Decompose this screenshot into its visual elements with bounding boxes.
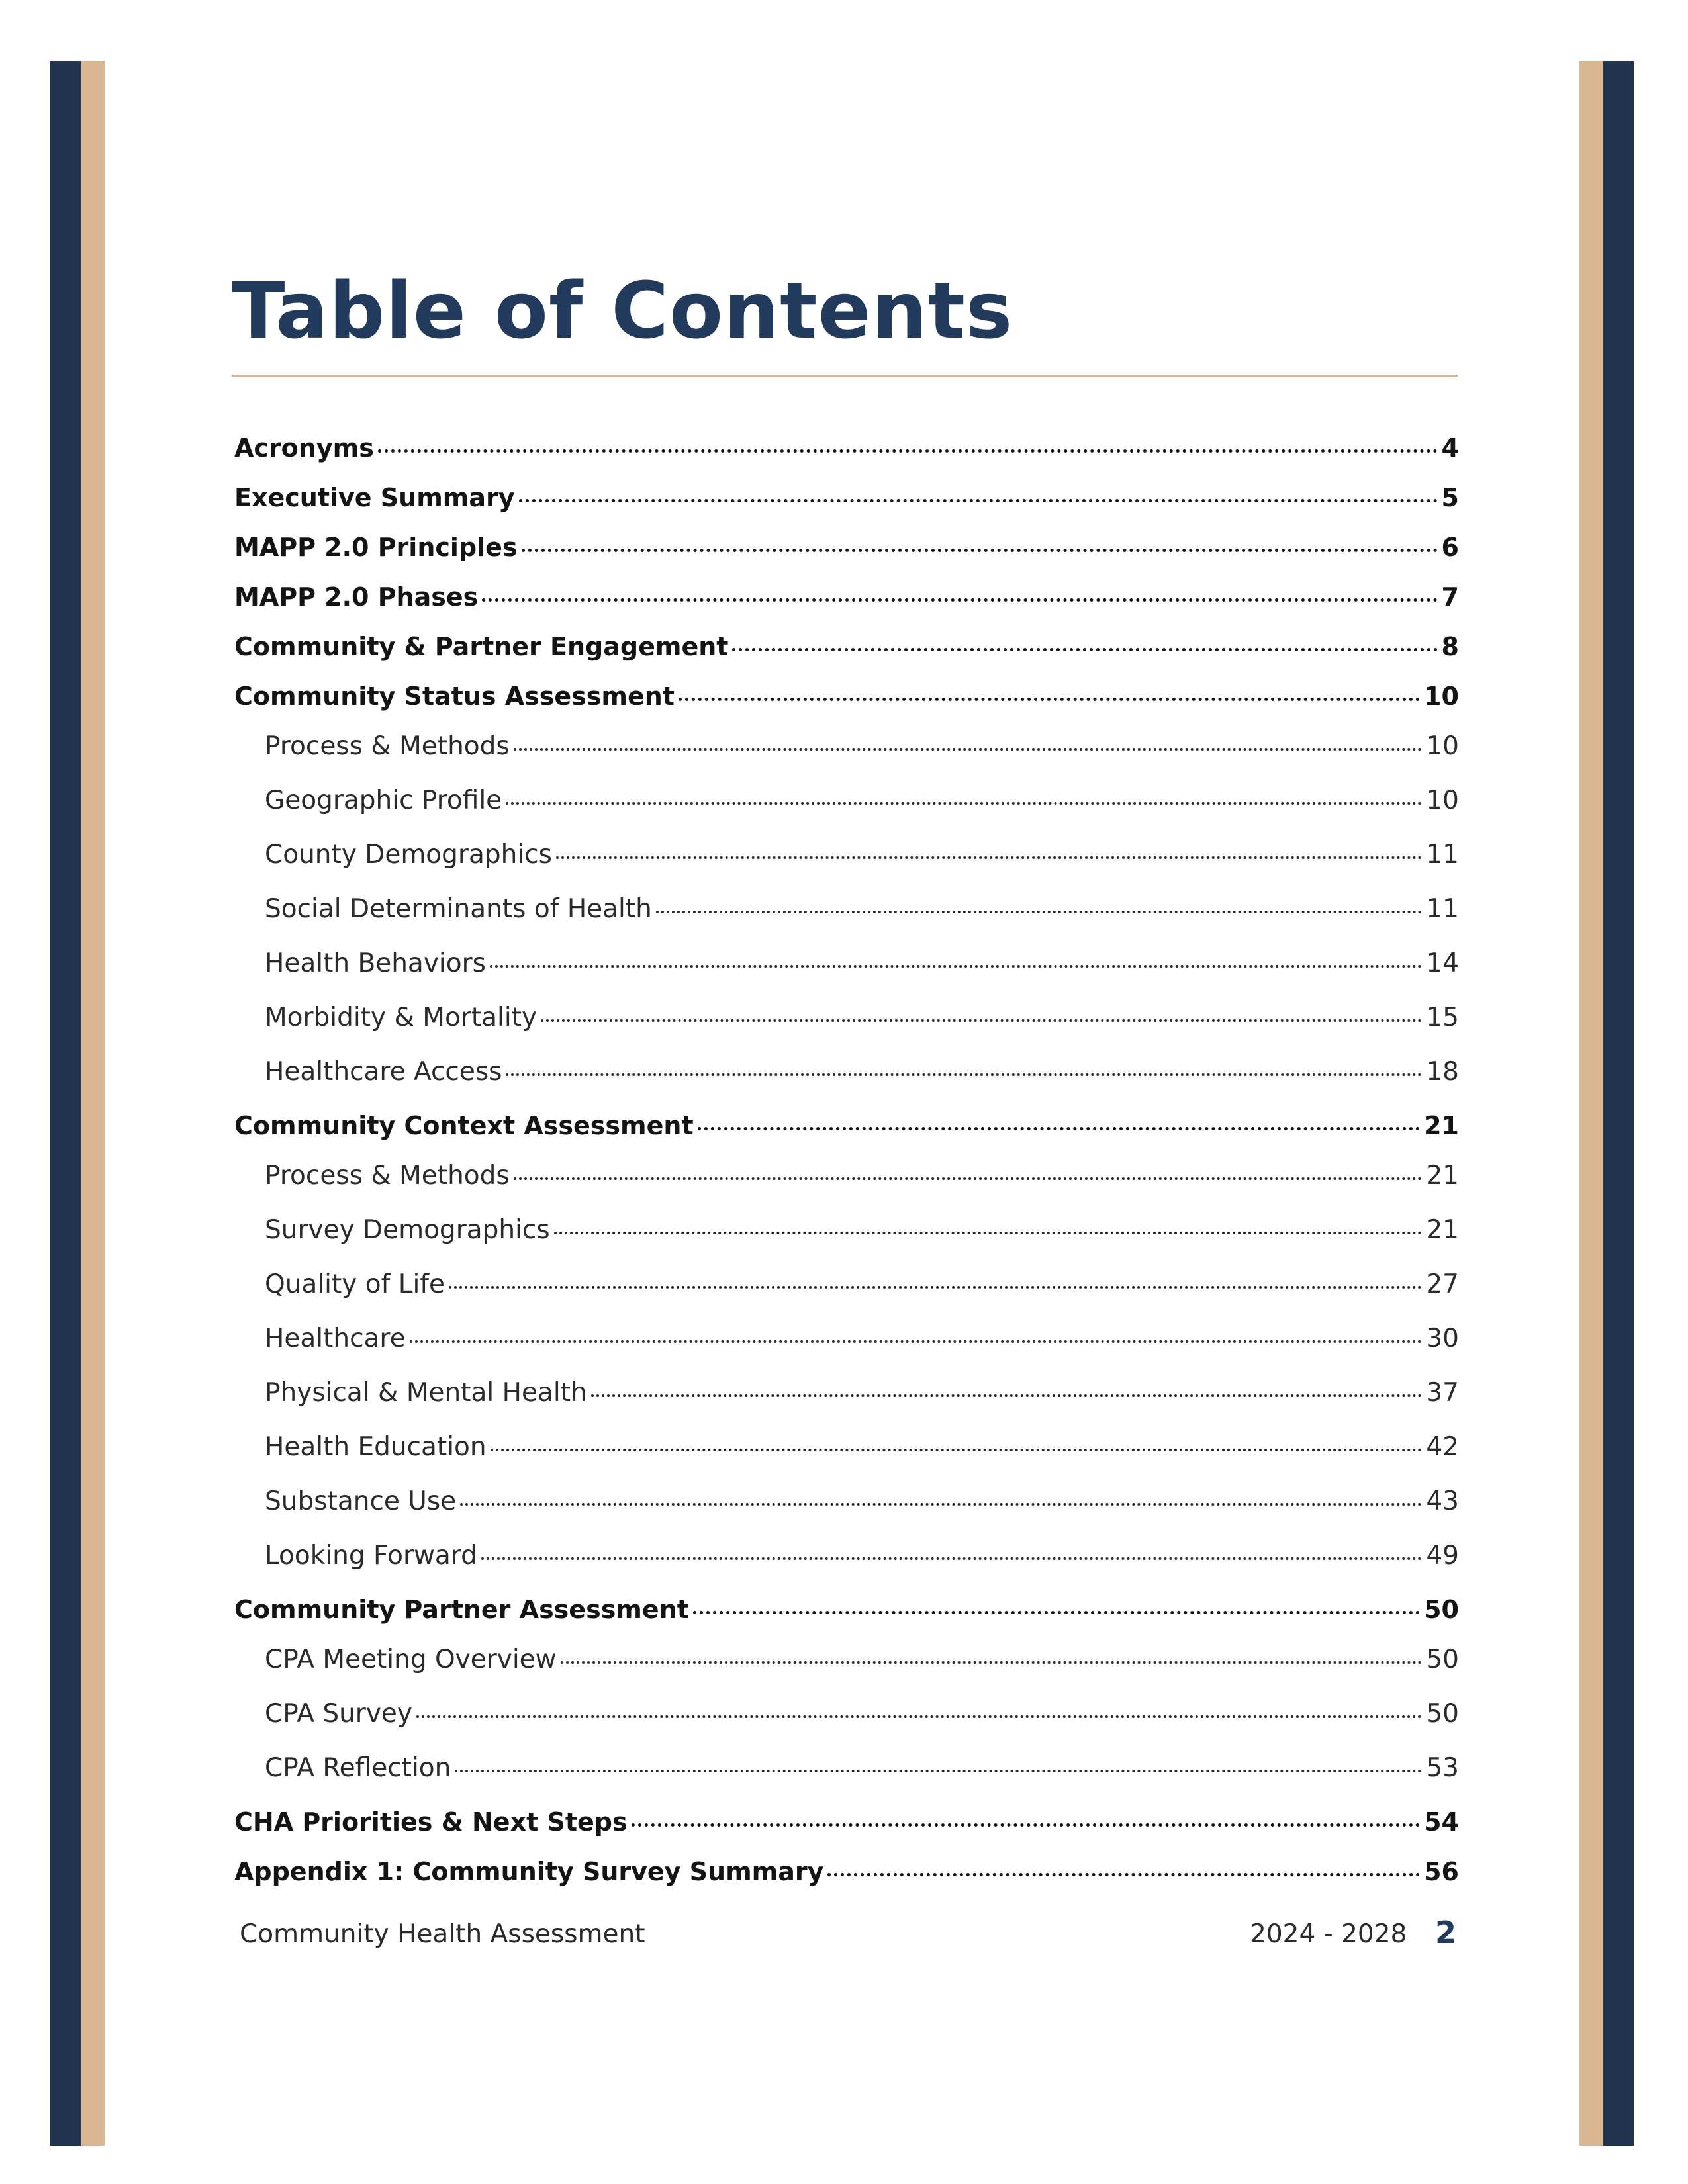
toc-entry-page: 27: [1426, 1269, 1459, 1299]
toc-dot-leader: [506, 1073, 1422, 1076]
toc-entry[interactable]: [234, 1003, 1459, 1057]
toc-dot-leader: [679, 698, 1420, 701]
page-title: Table of Contents: [232, 265, 1013, 356]
toc-entry[interactable]: [234, 1753, 1459, 1807]
toc-entry[interactable]: [234, 1699, 1459, 1753]
toc-entry-page: 15: [1426, 1003, 1459, 1032]
toc-entry[interactable]: [234, 1595, 1459, 1645]
toc-entry[interactable]: [234, 1057, 1459, 1111]
toc-entry-label: Community Status Assessment: [234, 682, 675, 711]
toc-entry-label: CPA Reflection: [265, 1753, 451, 1783]
left-tan-stripe: [81, 61, 105, 2146]
footer-page-number: 2: [1435, 1915, 1457, 1950]
toc-entry-label: County Demographics: [265, 840, 552, 870]
toc-dot-leader: [514, 748, 1423, 751]
toc-entry-page: 42: [1426, 1432, 1459, 1462]
toc-dot-leader: [490, 965, 1422, 968]
toc-entry-page: 4: [1441, 433, 1459, 463]
toc-entry-label: MAPP 2.0 Phases: [234, 582, 479, 612]
toc-entry-page: 7: [1441, 582, 1459, 612]
toc-dot-leader: [410, 1340, 1423, 1343]
toc-entry-label: CHA Priorities & Next Steps: [234, 1807, 628, 1837]
toc-entry-label: Physical & Mental Health: [265, 1378, 587, 1408]
toc-dot-leader: [481, 1557, 1422, 1560]
toc-entry[interactable]: [234, 894, 1459, 948]
toc-dot-leader: [556, 856, 1422, 859]
toc-entry-page: 10: [1426, 786, 1459, 815]
toc-entry-page: 21: [1426, 1161, 1459, 1191]
toc-entry-label: Health Behaviors: [265, 948, 486, 978]
toc-dot-leader: [591, 1394, 1423, 1397]
title-divider: [232, 375, 1458, 377]
toc-entry-page: 14: [1426, 948, 1459, 978]
toc-entry-page: 5: [1441, 483, 1459, 512]
toc-entry-page: 50: [1426, 1699, 1459, 1729]
toc-entry-page: 10: [1424, 682, 1459, 711]
toc-entry-page: 50: [1424, 1595, 1459, 1624]
toc-entry[interactable]: [234, 1486, 1459, 1541]
toc-entry-label: Community Partner Assessment: [234, 1595, 689, 1624]
toc-entry-label: CPA Survey: [265, 1699, 412, 1729]
toc-entry-label: Acronyms: [234, 433, 374, 463]
toc-entry-label: Substance Use: [265, 1486, 457, 1516]
toc-dot-leader: [455, 1770, 1422, 1772]
toc-dot-leader: [514, 1177, 1423, 1180]
toc-entry-label: CPA Meeting Overview: [265, 1645, 557, 1674]
toc-entry[interactable]: [234, 632, 1459, 682]
toc-dot-leader: [693, 1611, 1420, 1614]
toc-dot-leader: [698, 1127, 1420, 1130]
footer-years: 2024 - 2028: [1250, 1919, 1407, 1949]
toc-entry[interactable]: [234, 1645, 1459, 1699]
toc-entry-page: 54: [1424, 1807, 1459, 1837]
toc-entry-label: Healthcare Access: [265, 1057, 502, 1087]
toc-entry-label: Appendix 1: Community Survey Summary: [234, 1857, 824, 1886]
toc-entry[interactable]: [234, 786, 1459, 840]
toc-dot-leader: [656, 911, 1422, 913]
toc-entry[interactable]: [234, 682, 1459, 731]
toc-dot-leader: [519, 499, 1438, 502]
footer-document-title: Community Health Assessment: [240, 1919, 645, 1949]
toc-entry-label: Community Context Assessment: [234, 1111, 694, 1140]
toc-dot-leader: [827, 1873, 1420, 1876]
toc-entry-page: 37: [1426, 1378, 1459, 1408]
toc-entry[interactable]: [234, 533, 1459, 582]
toc-entry-page: 53: [1426, 1753, 1459, 1783]
toc-entry-label: MAPP 2.0 Principles: [234, 533, 518, 562]
toc-entry[interactable]: [234, 1378, 1459, 1432]
toc-entry-page: 18: [1426, 1057, 1459, 1087]
toc-entry[interactable]: [234, 582, 1459, 632]
toc-dot-leader: [460, 1503, 1422, 1506]
toc-dot-leader: [522, 549, 1438, 552]
toc-dot-leader: [506, 802, 1422, 805]
toc-entry-page: 11: [1426, 840, 1459, 870]
toc-dot-leader: [416, 1715, 1422, 1718]
toc-dot-leader: [491, 1449, 1423, 1451]
toc-dot-leader: [378, 449, 1438, 453]
toc-entry-label: Healthcare: [265, 1324, 406, 1353]
toc-entry[interactable]: [234, 1541, 1459, 1595]
toc-dot-leader: [449, 1286, 1422, 1289]
left-navy-stripe: [50, 61, 81, 2146]
toc-entry[interactable]: [234, 1111, 1459, 1161]
toc-entry-page: 49: [1426, 1541, 1459, 1570]
toc-entry-label: Health Education: [265, 1432, 487, 1462]
toc-entry[interactable]: [234, 1161, 1459, 1215]
right-navy-stripe: [1603, 61, 1634, 2146]
toc-entry-label: Social Determinants of Health: [265, 894, 652, 924]
toc-entry[interactable]: [234, 483, 1459, 533]
toc-entry-label: Morbidity & Mortality: [265, 1003, 538, 1032]
toc-entry-label: Survey Demographics: [265, 1215, 550, 1245]
toc-entry[interactable]: [234, 948, 1459, 1003]
toc-entry-label: Looking Forward: [265, 1541, 477, 1570]
toc-entry-page: 56: [1424, 1857, 1459, 1886]
toc-entry-label: Community & Partner Engagement: [234, 632, 729, 661]
toc-entry-label: Quality of Life: [265, 1269, 445, 1299]
toc-entry-page: 43: [1426, 1486, 1459, 1516]
toc-entry-page: 50: [1426, 1645, 1459, 1674]
toc-entry-page: 11: [1426, 894, 1459, 924]
toc-dot-leader: [541, 1019, 1422, 1022]
toc-dot-leader: [561, 1661, 1423, 1664]
right-tan-stripe: [1579, 61, 1603, 2146]
toc-dot-leader: [554, 1232, 1423, 1234]
toc-entry[interactable]: [234, 433, 1459, 483]
toc-entry-page: 8: [1441, 632, 1459, 661]
toc-entry-page: 21: [1426, 1215, 1459, 1245]
toc-entry[interactable]: [234, 731, 1459, 786]
toc-entry-page: 6: [1441, 533, 1459, 562]
toc-entry[interactable]: [234, 840, 1459, 894]
toc-entry[interactable]: [234, 1215, 1459, 1269]
table-of-contents: [234, 433, 1459, 1907]
toc-entry-label: Process & Methods: [265, 731, 510, 761]
toc-entry[interactable]: [234, 1807, 1459, 1857]
toc-entry-label: Executive Summary: [234, 483, 515, 512]
toc-entry-page: 10: [1426, 731, 1459, 761]
toc-entry[interactable]: [234, 1857, 1459, 1907]
toc-dot-leader: [732, 648, 1437, 651]
toc-entry[interactable]: [234, 1324, 1459, 1378]
toc-entry-label: Process & Methods: [265, 1161, 510, 1191]
toc-entry-page: 30: [1426, 1324, 1459, 1353]
toc-dot-leader: [482, 598, 1437, 602]
toc-entry[interactable]: [234, 1432, 1459, 1486]
toc-dot-leader: [632, 1823, 1421, 1827]
toc-entry[interactable]: [234, 1269, 1459, 1324]
toc-entry-page: 21: [1424, 1111, 1459, 1140]
toc-entry-label: Geographic Profile: [265, 786, 502, 815]
